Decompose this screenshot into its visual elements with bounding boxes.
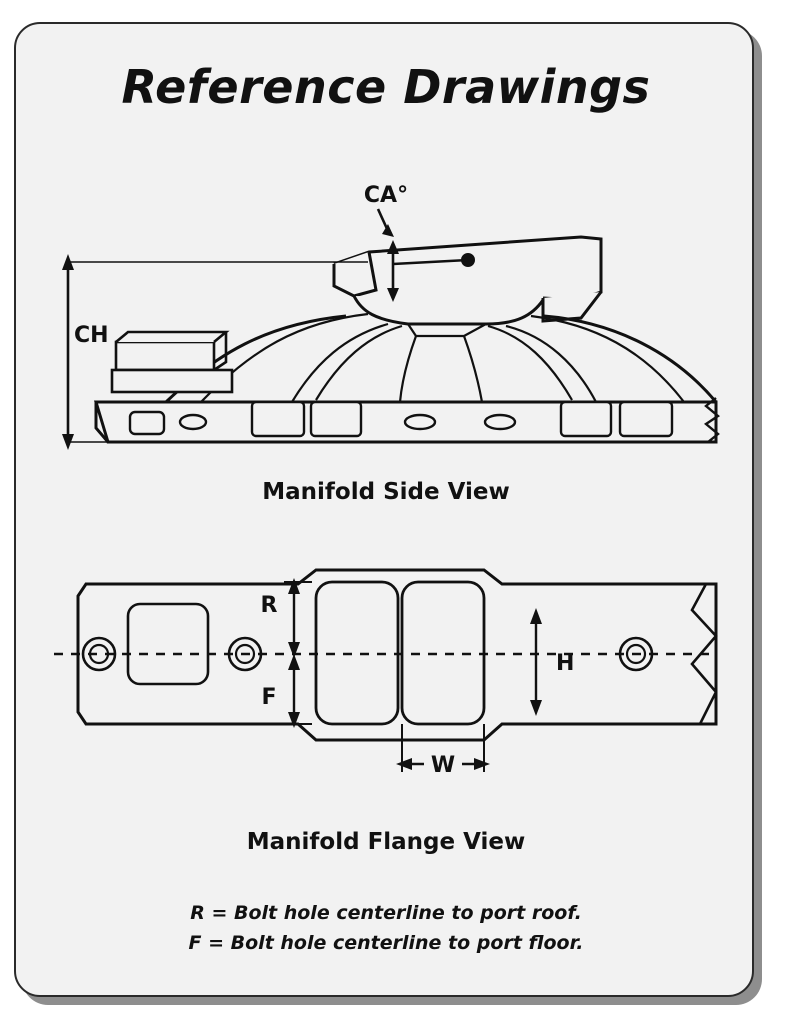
port-floor-label: F (261, 685, 277, 710)
manifold-side-view-drawing (96, 237, 718, 442)
port-width-label: W (430, 753, 456, 778)
port-height-label: H (556, 651, 575, 676)
side-view-caption: Manifold Side View (262, 479, 510, 505)
legend-line-f: F = Bolt hole centerline to port floor. (188, 932, 584, 954)
carb-height-label: CH (74, 323, 109, 348)
legend-line-r: R = Bolt hole centerline to port roof. (190, 902, 582, 924)
page-title: Reference Drawings (121, 60, 651, 114)
port-roof-label: R (260, 593, 278, 618)
carb-angle-label: CA° (363, 183, 409, 208)
reference-drawings-card (14, 22, 754, 997)
flange-view-caption: Manifold Flange View (246, 829, 526, 855)
